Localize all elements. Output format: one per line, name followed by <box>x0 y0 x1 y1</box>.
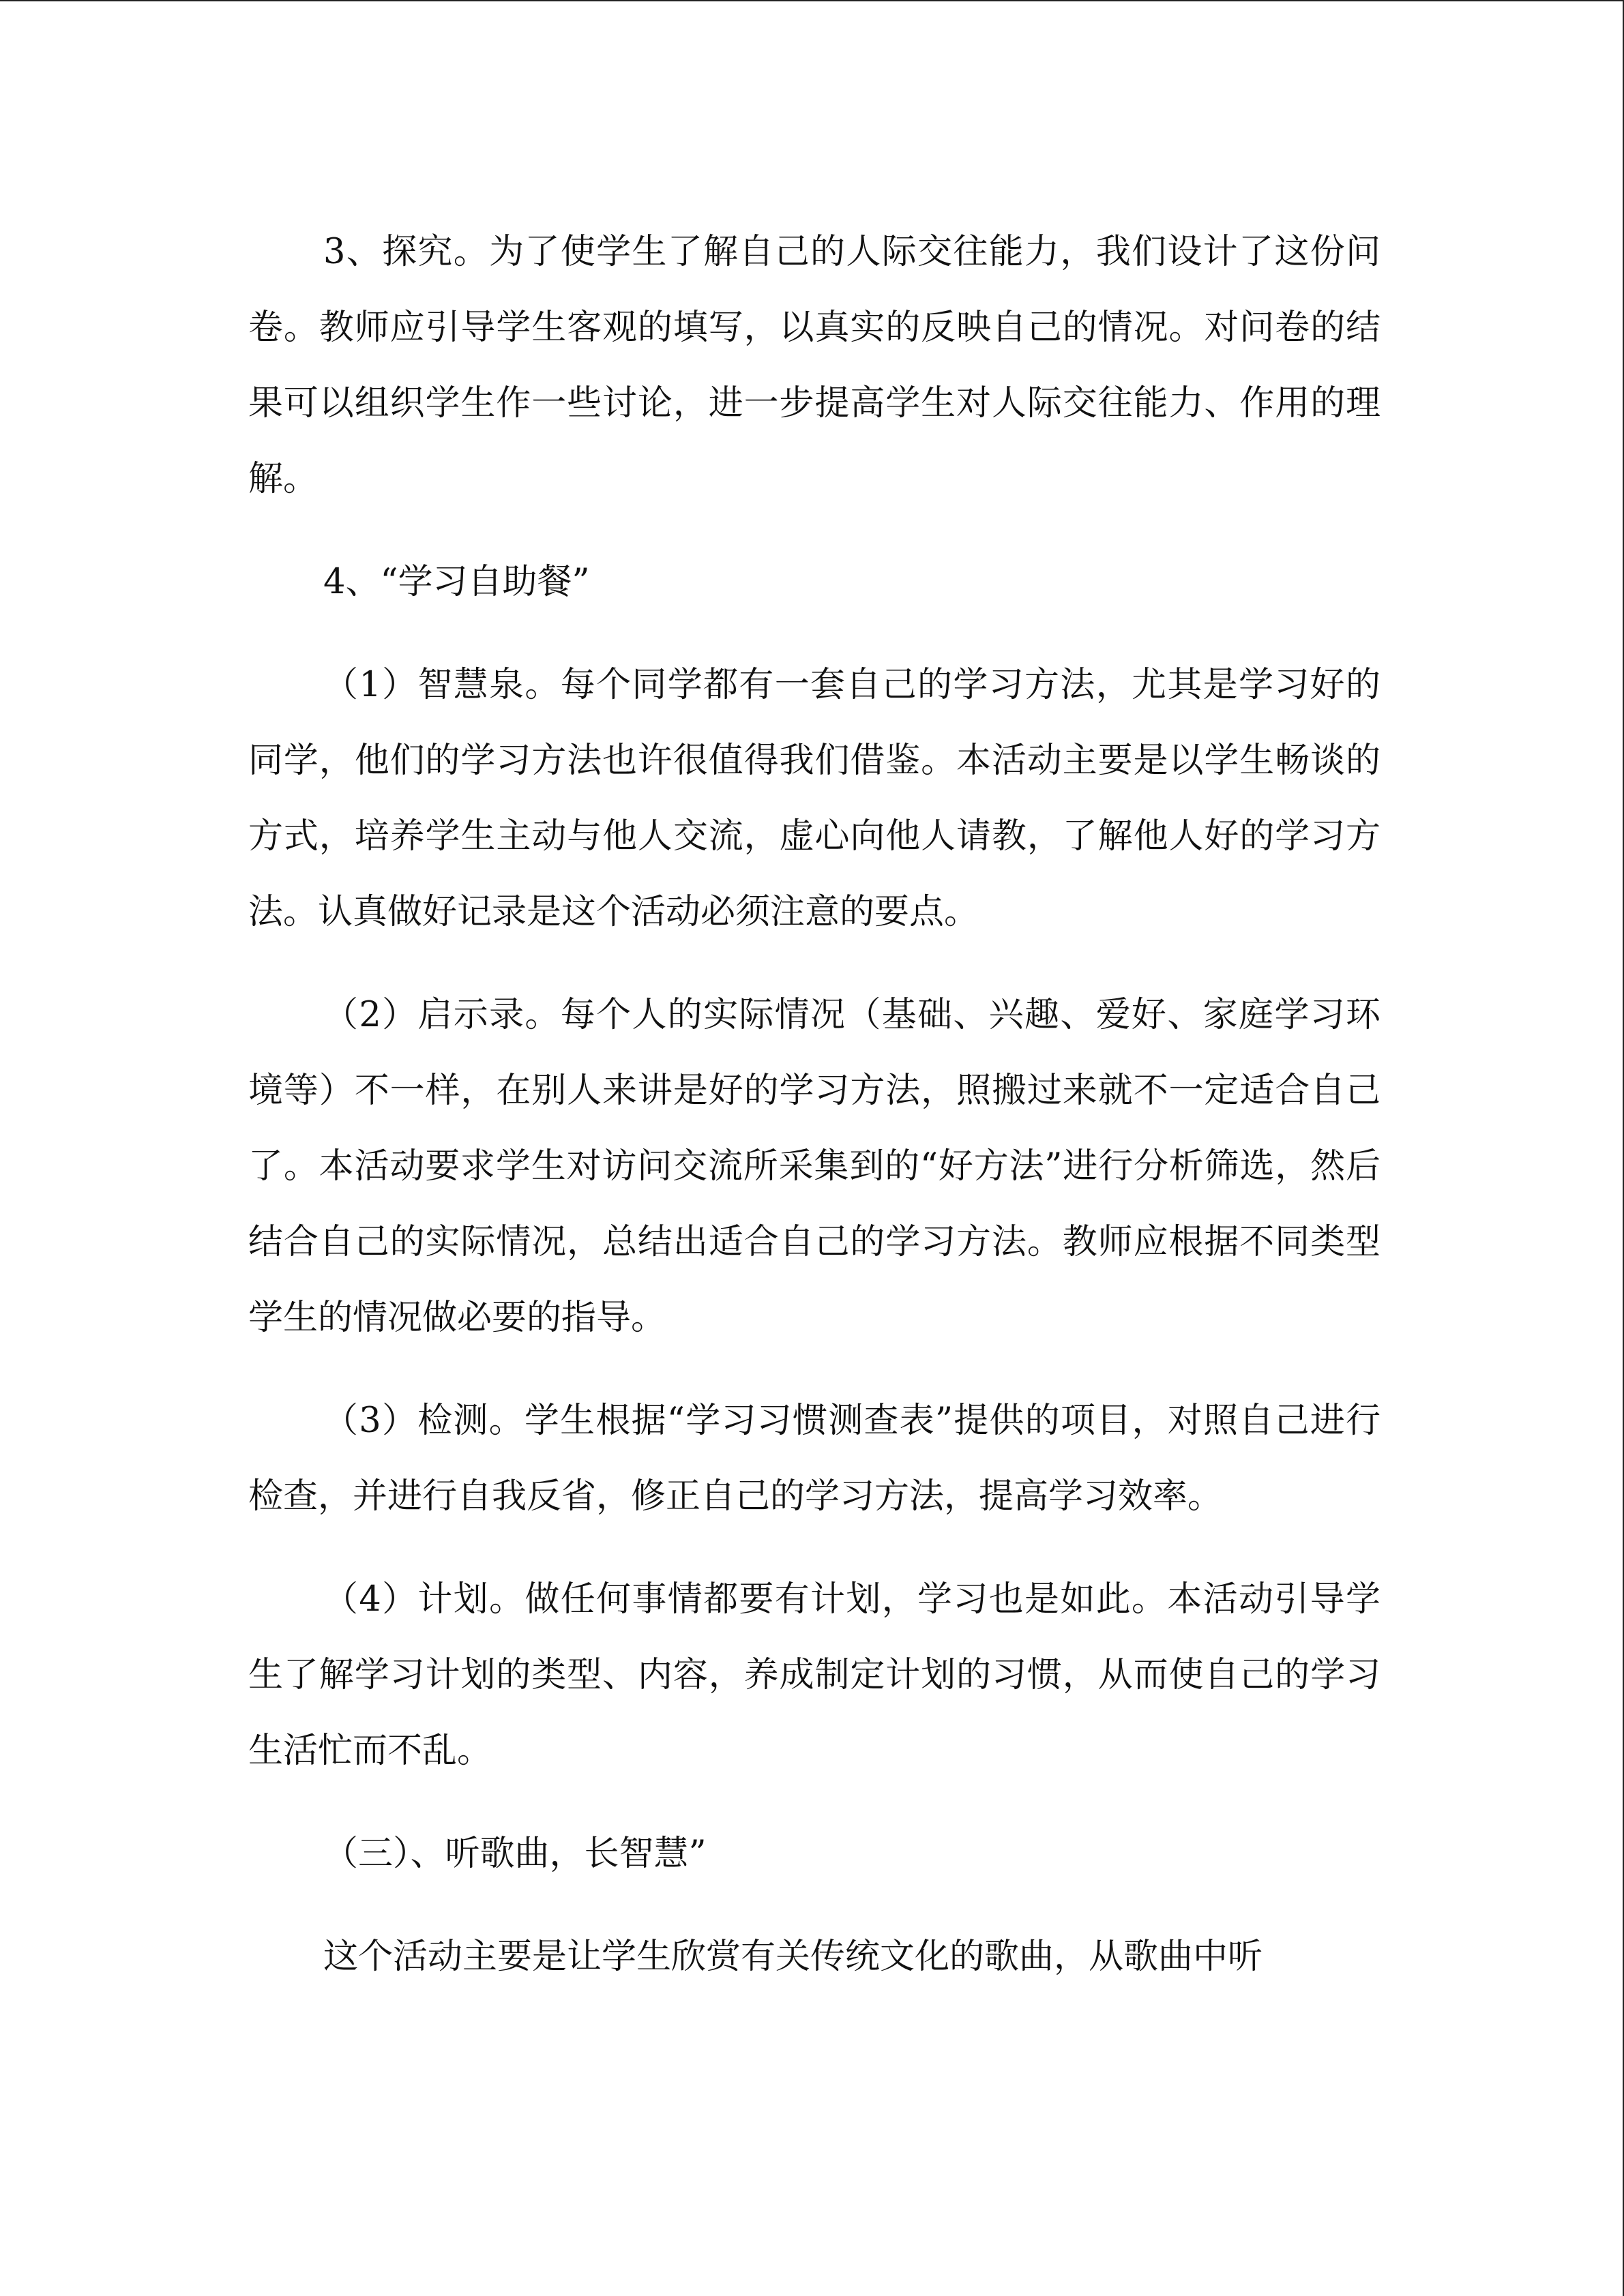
paragraph-heading-songs: （三）、听歌曲，长智慧” <box>323 1834 707 1874</box>
paragraph-plan: （4）计划。做任何事情都要有计划，学习也是如此。本活动引导学生了解学习计划的类型、内容，养成制定计划的习惯，从而使自己的学习生活忙而不乱。 <box>248 1579 1381 1771</box>
paragraph-detection: （3）检测。学生根据“学习习惯测查表”提供的项目，对照自己进行检查，并进行自我反省，修正自己的学习方法，提高学习效率。 <box>248 1401 1381 1517</box>
paragraph-heading-learning-buffet: 4、“学习自助餐” <box>323 562 590 602</box>
paragraph-songs-activity: 这个活动主要是让学生欣赏有关传统文化的歌曲，从歌曲中听 <box>323 1937 1263 1977</box>
paragraph-explore: 3、探究。为了使学生了解自己的人际交往能力，我们设计了这份问卷。教师应引导学生客观的填写，以真实的反映自己的情况。对问卷的结果可以组织学生作一些讨论，进一步提高学生对人际交往能力、作用的理解。 <box>248 232 1381 499</box>
paragraph-wisdom-spring: （1）智慧泉。每个同学都有一套自己的学习方法，尤其是学习好的同学，他们的学习方法也许很值得我们借鉴。本活动主要是以学生畅谈的方式，培养学生主动与他人交流，虚心向他人请教，了解他人好的学习方法。认真做好记录是这个活动必须注意的要点。 <box>248 665 1381 932</box>
document-body <box>248 214 1381 1995</box>
paragraph-revelation: （2）启示录。每个人的实际情况（基础、兴趣、爱好、家庭学习环境等）不一样，在别人来讲是好的学习方法，照搬过来就不一定适合自己了。本活动要求学生对访问交流所采集到的“好方法”进行分析筛选，然后结合自己的实际情况，总结出适合自己的学习方法。教师应根据不同类型学生的情况做必要的指导。 <box>248 995 1381 1338</box>
